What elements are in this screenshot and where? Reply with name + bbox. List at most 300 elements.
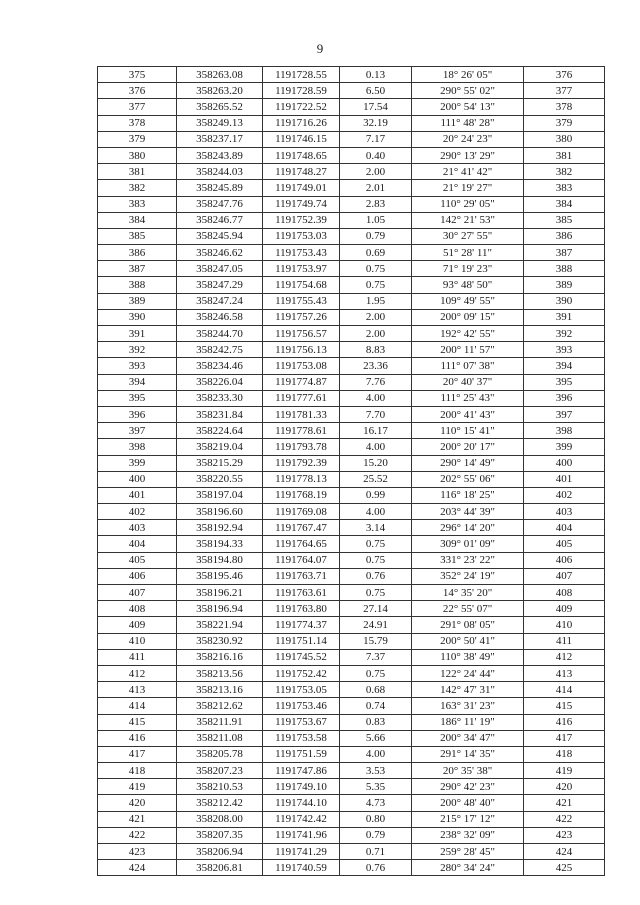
table-row: [98, 698, 605, 714]
point-number-cell: 418: [98, 763, 177, 779]
distance-cell: 0.75: [340, 536, 412, 552]
x-coordinate-cell: 358219.04: [177, 439, 263, 455]
bearing-cell: 200° 41' 43": [412, 406, 524, 422]
bearing-cell: 30° 27' 55": [412, 228, 524, 244]
x-coordinate-cell: 358263.20: [177, 83, 263, 99]
point-number-cell: 403: [98, 520, 177, 536]
next-point-number-cell: 419: [524, 763, 605, 779]
table-row: [98, 406, 605, 422]
y-coordinate-cell: 1191753.97: [263, 261, 340, 277]
next-point-number-cell: 410: [524, 617, 605, 633]
distance-cell: 4.00: [340, 390, 412, 406]
x-coordinate-cell: 358196.94: [177, 601, 263, 617]
next-point-number-cell: 391: [524, 309, 605, 325]
bearing-cell: 110° 29' 05": [412, 196, 524, 212]
bearing-cell: 111° 07' 38": [412, 358, 524, 374]
point-number-cell: 393: [98, 358, 177, 374]
y-coordinate-cell: 1191781.33: [263, 406, 340, 422]
next-point-number-cell: 421: [524, 795, 605, 811]
y-coordinate-cell: 1191753.46: [263, 698, 340, 714]
distance-cell: 0.79: [340, 228, 412, 244]
y-coordinate-cell: 1191768.19: [263, 487, 340, 503]
distance-cell: 0.69: [340, 245, 412, 261]
distance-cell: 2.00: [340, 309, 412, 325]
y-coordinate-cell: 1191755.43: [263, 293, 340, 309]
bearing-cell: 200° 34' 47": [412, 730, 524, 746]
table-row: [98, 714, 605, 730]
distance-cell: 4.00: [340, 504, 412, 520]
x-coordinate-cell: 358196.60: [177, 504, 263, 520]
distance-cell: 0.68: [340, 682, 412, 698]
point-number-cell: 420: [98, 795, 177, 811]
bearing-cell: 331° 23' 22": [412, 552, 524, 568]
bearing-cell: 110° 38' 49": [412, 649, 524, 665]
next-point-number-cell: 383: [524, 180, 605, 196]
point-number-cell: 401: [98, 487, 177, 503]
next-point-number-cell: 376: [524, 67, 605, 83]
distance-cell: 2.00: [340, 326, 412, 342]
distance-cell: 3.14: [340, 520, 412, 536]
x-coordinate-cell: 358208.00: [177, 811, 263, 827]
table-row: [98, 520, 605, 536]
y-coordinate-cell: 1191752.39: [263, 212, 340, 228]
distance-cell: 5.35: [340, 779, 412, 795]
x-coordinate-cell: 358246.62: [177, 245, 263, 261]
next-point-number-cell: 387: [524, 245, 605, 261]
bearing-cell: 202° 55' 06": [412, 471, 524, 487]
x-coordinate-cell: 358206.81: [177, 860, 263, 876]
distance-cell: 1.05: [340, 212, 412, 228]
next-point-number-cell: 414: [524, 682, 605, 698]
x-coordinate-cell: 358242.75: [177, 342, 263, 358]
table-row: [98, 423, 605, 439]
distance-cell: 0.83: [340, 714, 412, 730]
y-coordinate-cell: 1191774.37: [263, 617, 340, 633]
table-row: [98, 746, 605, 762]
point-number-cell: 388: [98, 277, 177, 293]
y-coordinate-cell: 1191740.59: [263, 860, 340, 876]
point-number-cell: 423: [98, 844, 177, 860]
point-number-cell: 376: [98, 83, 177, 99]
bearing-cell: 142° 47' 31": [412, 682, 524, 698]
next-point-number-cell: 406: [524, 552, 605, 568]
bearing-cell: 200° 54' 13": [412, 99, 524, 115]
distance-cell: 0.75: [340, 552, 412, 568]
x-coordinate-cell: 358245.89: [177, 180, 263, 196]
x-coordinate-cell: 358211.91: [177, 714, 263, 730]
bearing-cell: 163° 31' 23": [412, 698, 524, 714]
x-coordinate-cell: 358247.05: [177, 261, 263, 277]
point-number-cell: 417: [98, 746, 177, 762]
x-coordinate-cell: 358210.53: [177, 779, 263, 795]
next-point-number-cell: 394: [524, 358, 605, 374]
bearing-cell: 18° 26' 05": [412, 67, 524, 83]
y-coordinate-cell: 1191774.87: [263, 374, 340, 390]
y-coordinate-cell: 1191746.15: [263, 131, 340, 147]
distance-cell: 0.80: [340, 811, 412, 827]
y-coordinate-cell: 1191778.61: [263, 423, 340, 439]
point-number-cell: 381: [98, 164, 177, 180]
table-row: [98, 552, 605, 568]
next-point-number-cell: 408: [524, 585, 605, 601]
table-row: [98, 504, 605, 520]
bearing-cell: 51° 28' 11": [412, 245, 524, 261]
x-coordinate-cell: 358192.94: [177, 520, 263, 536]
next-point-number-cell: 401: [524, 471, 605, 487]
table-row: [98, 261, 605, 277]
point-number-cell: 416: [98, 730, 177, 746]
bearing-cell: 20° 40' 37": [412, 374, 524, 390]
table-row: [98, 860, 605, 876]
distance-cell: 32.19: [340, 115, 412, 131]
x-coordinate-cell: 358244.03: [177, 164, 263, 180]
distance-cell: 27.14: [340, 601, 412, 617]
distance-cell: 7.17: [340, 131, 412, 147]
distance-cell: 16.17: [340, 423, 412, 439]
y-coordinate-cell: 1191756.13: [263, 342, 340, 358]
point-number-cell: 422: [98, 827, 177, 843]
next-point-number-cell: 405: [524, 536, 605, 552]
distance-cell: 1.95: [340, 293, 412, 309]
x-coordinate-cell: 358233.30: [177, 390, 263, 406]
table-row: [98, 795, 605, 811]
bearing-cell: 200° 20' 17": [412, 439, 524, 455]
distance-cell: 5.66: [340, 730, 412, 746]
next-point-number-cell: 422: [524, 811, 605, 827]
x-coordinate-cell: 358231.84: [177, 406, 263, 422]
y-coordinate-cell: 1191728.59: [263, 83, 340, 99]
coordinates-table: [97, 66, 605, 876]
point-number-cell: 377: [98, 99, 177, 115]
x-coordinate-cell: 358207.23: [177, 763, 263, 779]
table-row: [98, 212, 605, 228]
point-number-cell: 399: [98, 455, 177, 471]
next-point-number-cell: 388: [524, 261, 605, 277]
next-point-number-cell: 412: [524, 649, 605, 665]
next-point-number-cell: 392: [524, 326, 605, 342]
x-coordinate-cell: 358244.70: [177, 326, 263, 342]
bearing-cell: 291° 08' 05": [412, 617, 524, 633]
point-number-cell: 384: [98, 212, 177, 228]
table-row: [98, 228, 605, 244]
y-coordinate-cell: 1191764.65: [263, 536, 340, 552]
point-number-cell: 406: [98, 568, 177, 584]
distance-cell: 25.52: [340, 471, 412, 487]
table-row: [98, 374, 605, 390]
distance-cell: 0.76: [340, 860, 412, 876]
x-coordinate-cell: 358195.46: [177, 568, 263, 584]
y-coordinate-cell: 1191748.27: [263, 164, 340, 180]
table-row: [98, 633, 605, 649]
bearing-cell: 93° 48' 50": [412, 277, 524, 293]
bearing-cell: 215° 17' 12": [412, 811, 524, 827]
table-row: [98, 131, 605, 147]
bearing-cell: 238° 32' 09": [412, 827, 524, 843]
x-coordinate-cell: 358207.35: [177, 827, 263, 843]
bearing-cell: 71° 19' 23": [412, 261, 524, 277]
y-coordinate-cell: 1191792.39: [263, 455, 340, 471]
bearing-cell: 291° 14' 35": [412, 746, 524, 762]
x-coordinate-cell: 358243.89: [177, 147, 263, 163]
next-point-number-cell: 404: [524, 520, 605, 536]
point-number-cell: 409: [98, 617, 177, 633]
bearing-cell: 200° 48' 40": [412, 795, 524, 811]
point-number-cell: 375: [98, 67, 177, 83]
y-coordinate-cell: 1191749.10: [263, 779, 340, 795]
x-coordinate-cell: 358265.52: [177, 99, 263, 115]
y-coordinate-cell: 1191741.29: [263, 844, 340, 860]
point-number-cell: 421: [98, 811, 177, 827]
bearing-cell: 200° 09' 15": [412, 309, 524, 325]
y-coordinate-cell: 1191793.78: [263, 439, 340, 455]
bearing-cell: 192° 42' 55": [412, 326, 524, 342]
point-number-cell: 396: [98, 406, 177, 422]
next-point-number-cell: 382: [524, 164, 605, 180]
distance-cell: 15.20: [340, 455, 412, 471]
y-coordinate-cell: 1191753.58: [263, 730, 340, 746]
distance-cell: 0.40: [340, 147, 412, 163]
table-row: [98, 536, 605, 552]
bearing-cell: 290° 42' 23": [412, 779, 524, 795]
point-number-cell: 380: [98, 147, 177, 163]
point-number-cell: 402: [98, 504, 177, 520]
bearing-cell: 290° 55' 02": [412, 83, 524, 99]
bearing-cell: 21° 19' 27": [412, 180, 524, 196]
y-coordinate-cell: 1191756.57: [263, 326, 340, 342]
distance-cell: 4.00: [340, 746, 412, 762]
distance-cell: 2.01: [340, 180, 412, 196]
distance-cell: 7.37: [340, 649, 412, 665]
point-number-cell: 411: [98, 649, 177, 665]
next-point-number-cell: 379: [524, 115, 605, 131]
point-number-cell: 407: [98, 585, 177, 601]
bearing-cell: 109° 49' 55": [412, 293, 524, 309]
y-coordinate-cell: 1191763.71: [263, 568, 340, 584]
y-coordinate-cell: 1191716.26: [263, 115, 340, 131]
table-row: [98, 601, 605, 617]
y-coordinate-cell: 1191763.80: [263, 601, 340, 617]
y-coordinate-cell: 1191753.03: [263, 228, 340, 244]
point-number-cell: 398: [98, 439, 177, 455]
table-row: [98, 164, 605, 180]
x-coordinate-cell: 358224.64: [177, 423, 263, 439]
point-number-cell: 397: [98, 423, 177, 439]
next-point-number-cell: 390: [524, 293, 605, 309]
x-coordinate-cell: 358249.13: [177, 115, 263, 131]
bearing-cell: 296° 14' 20": [412, 520, 524, 536]
distance-cell: 7.76: [340, 374, 412, 390]
next-point-number-cell: 377: [524, 83, 605, 99]
point-number-cell: 405: [98, 552, 177, 568]
table-row: [98, 245, 605, 261]
bearing-cell: 203° 44' 39": [412, 504, 524, 520]
y-coordinate-cell: 1191749.74: [263, 196, 340, 212]
point-number-cell: 386: [98, 245, 177, 261]
next-point-number-cell: 407: [524, 568, 605, 584]
next-point-number-cell: 378: [524, 99, 605, 115]
next-point-number-cell: 415: [524, 698, 605, 714]
table-row: [98, 439, 605, 455]
y-coordinate-cell: 1191777.61: [263, 390, 340, 406]
next-point-number-cell: 389: [524, 277, 605, 293]
x-coordinate-cell: 358211.08: [177, 730, 263, 746]
x-coordinate-cell: 358205.78: [177, 746, 263, 762]
point-number-cell: 419: [98, 779, 177, 795]
x-coordinate-cell: 358263.08: [177, 67, 263, 83]
y-coordinate-cell: 1191753.67: [263, 714, 340, 730]
point-number-cell: 392: [98, 342, 177, 358]
bearing-cell: 200° 50' 41": [412, 633, 524, 649]
x-coordinate-cell: 358206.94: [177, 844, 263, 860]
table-row: [98, 487, 605, 503]
point-number-cell: 389: [98, 293, 177, 309]
distance-cell: 15.79: [340, 633, 412, 649]
distance-cell: 0.76: [340, 568, 412, 584]
bearing-cell: 20° 24' 23": [412, 131, 524, 147]
point-number-cell: 394: [98, 374, 177, 390]
table-row: [98, 730, 605, 746]
distance-cell: 0.79: [340, 827, 412, 843]
point-number-cell: 414: [98, 698, 177, 714]
x-coordinate-cell: 358213.16: [177, 682, 263, 698]
distance-cell: 0.75: [340, 585, 412, 601]
y-coordinate-cell: 1191728.55: [263, 67, 340, 83]
x-coordinate-cell: 358245.94: [177, 228, 263, 244]
point-number-cell: 395: [98, 390, 177, 406]
bearing-cell: 14° 35' 20": [412, 585, 524, 601]
x-coordinate-cell: 358234.46: [177, 358, 263, 374]
x-coordinate-cell: 358230.92: [177, 633, 263, 649]
x-coordinate-cell: 358247.76: [177, 196, 263, 212]
x-coordinate-cell: 358246.77: [177, 212, 263, 228]
point-number-cell: 383: [98, 196, 177, 212]
distance-cell: 7.70: [340, 406, 412, 422]
point-number-cell: 387: [98, 261, 177, 277]
coordinates-table-body: [98, 67, 605, 876]
distance-cell: 6.50: [340, 83, 412, 99]
y-coordinate-cell: 1191753.05: [263, 682, 340, 698]
y-coordinate-cell: 1191751.59: [263, 746, 340, 762]
point-number-cell: 391: [98, 326, 177, 342]
next-point-number-cell: 403: [524, 504, 605, 520]
x-coordinate-cell: 358194.33: [177, 536, 263, 552]
point-number-cell: 413: [98, 682, 177, 698]
bearing-cell: 309° 01' 09": [412, 536, 524, 552]
bearing-cell: 21° 41' 42": [412, 164, 524, 180]
table-row: [98, 196, 605, 212]
x-coordinate-cell: 358215.29: [177, 455, 263, 471]
x-coordinate-cell: 358212.42: [177, 795, 263, 811]
x-coordinate-cell: 358237.17: [177, 131, 263, 147]
bearing-cell: 352° 24' 19": [412, 568, 524, 584]
table-row: [98, 83, 605, 99]
page-number: 9: [316, 41, 324, 56]
distance-cell: 8.83: [340, 342, 412, 358]
x-coordinate-cell: 358216.16: [177, 649, 263, 665]
table-row: [98, 309, 605, 325]
table-row: [98, 665, 605, 681]
table-row: [98, 67, 605, 83]
bearing-cell: 290° 14' 49": [412, 455, 524, 471]
distance-cell: 0.75: [340, 261, 412, 277]
bearing-cell: 111° 48' 28": [412, 115, 524, 131]
x-coordinate-cell: 358212.62: [177, 698, 263, 714]
next-point-number-cell: 398: [524, 423, 605, 439]
table-row: [98, 293, 605, 309]
table-row: [98, 99, 605, 115]
table-row: [98, 811, 605, 827]
distance-cell: 24.91: [340, 617, 412, 633]
table-row: [98, 617, 605, 633]
bearing-cell: 200° 11' 57": [412, 342, 524, 358]
table-row: [98, 827, 605, 843]
bearing-cell: 142° 21' 53": [412, 212, 524, 228]
next-point-number-cell: 397: [524, 406, 605, 422]
table-row: [98, 147, 605, 163]
y-coordinate-cell: 1191763.61: [263, 585, 340, 601]
distance-cell: 0.13: [340, 67, 412, 83]
y-coordinate-cell: 1191764.07: [263, 552, 340, 568]
x-coordinate-cell: 358247.24: [177, 293, 263, 309]
point-number-cell: 410: [98, 633, 177, 649]
bearing-cell: 22° 55' 07": [412, 601, 524, 617]
table-row: [98, 779, 605, 795]
x-coordinate-cell: 358196.21: [177, 585, 263, 601]
y-coordinate-cell: 1191767.47: [263, 520, 340, 536]
y-coordinate-cell: 1191753.43: [263, 245, 340, 261]
next-point-number-cell: 409: [524, 601, 605, 617]
next-point-number-cell: 395: [524, 374, 605, 390]
y-coordinate-cell: 1191751.14: [263, 633, 340, 649]
distance-cell: 0.71: [340, 844, 412, 860]
distance-cell: 0.75: [340, 277, 412, 293]
table-row: [98, 585, 605, 601]
y-coordinate-cell: 1191744.10: [263, 795, 340, 811]
next-point-number-cell: 400: [524, 455, 605, 471]
y-coordinate-cell: 1191778.13: [263, 471, 340, 487]
y-coordinate-cell: 1191752.42: [263, 665, 340, 681]
table-row: [98, 763, 605, 779]
bearing-cell: 111° 25' 43": [412, 390, 524, 406]
next-point-number-cell: 411: [524, 633, 605, 649]
next-point-number-cell: 384: [524, 196, 605, 212]
point-number-cell: 400: [98, 471, 177, 487]
point-number-cell: 390: [98, 309, 177, 325]
distance-cell: 17.54: [340, 99, 412, 115]
bearing-cell: 186° 11' 19": [412, 714, 524, 730]
table-row: [98, 568, 605, 584]
distance-cell: 2.83: [340, 196, 412, 212]
point-number-cell: 378: [98, 115, 177, 131]
point-number-cell: 415: [98, 714, 177, 730]
bearing-cell: 110° 15' 41": [412, 423, 524, 439]
y-coordinate-cell: 1191745.52: [263, 649, 340, 665]
table-row: [98, 390, 605, 406]
next-point-number-cell: 423: [524, 827, 605, 843]
x-coordinate-cell: 358226.04: [177, 374, 263, 390]
x-coordinate-cell: 358220.55: [177, 471, 263, 487]
next-point-number-cell: 416: [524, 714, 605, 730]
table-row: [98, 326, 605, 342]
x-coordinate-cell: 358247.29: [177, 277, 263, 293]
distance-cell: 0.74: [340, 698, 412, 714]
distance-cell: 0.75: [340, 665, 412, 681]
table-row: [98, 358, 605, 374]
y-coordinate-cell: 1191753.08: [263, 358, 340, 374]
table-row: [98, 844, 605, 860]
point-number-cell: 382: [98, 180, 177, 196]
point-number-cell: 404: [98, 536, 177, 552]
